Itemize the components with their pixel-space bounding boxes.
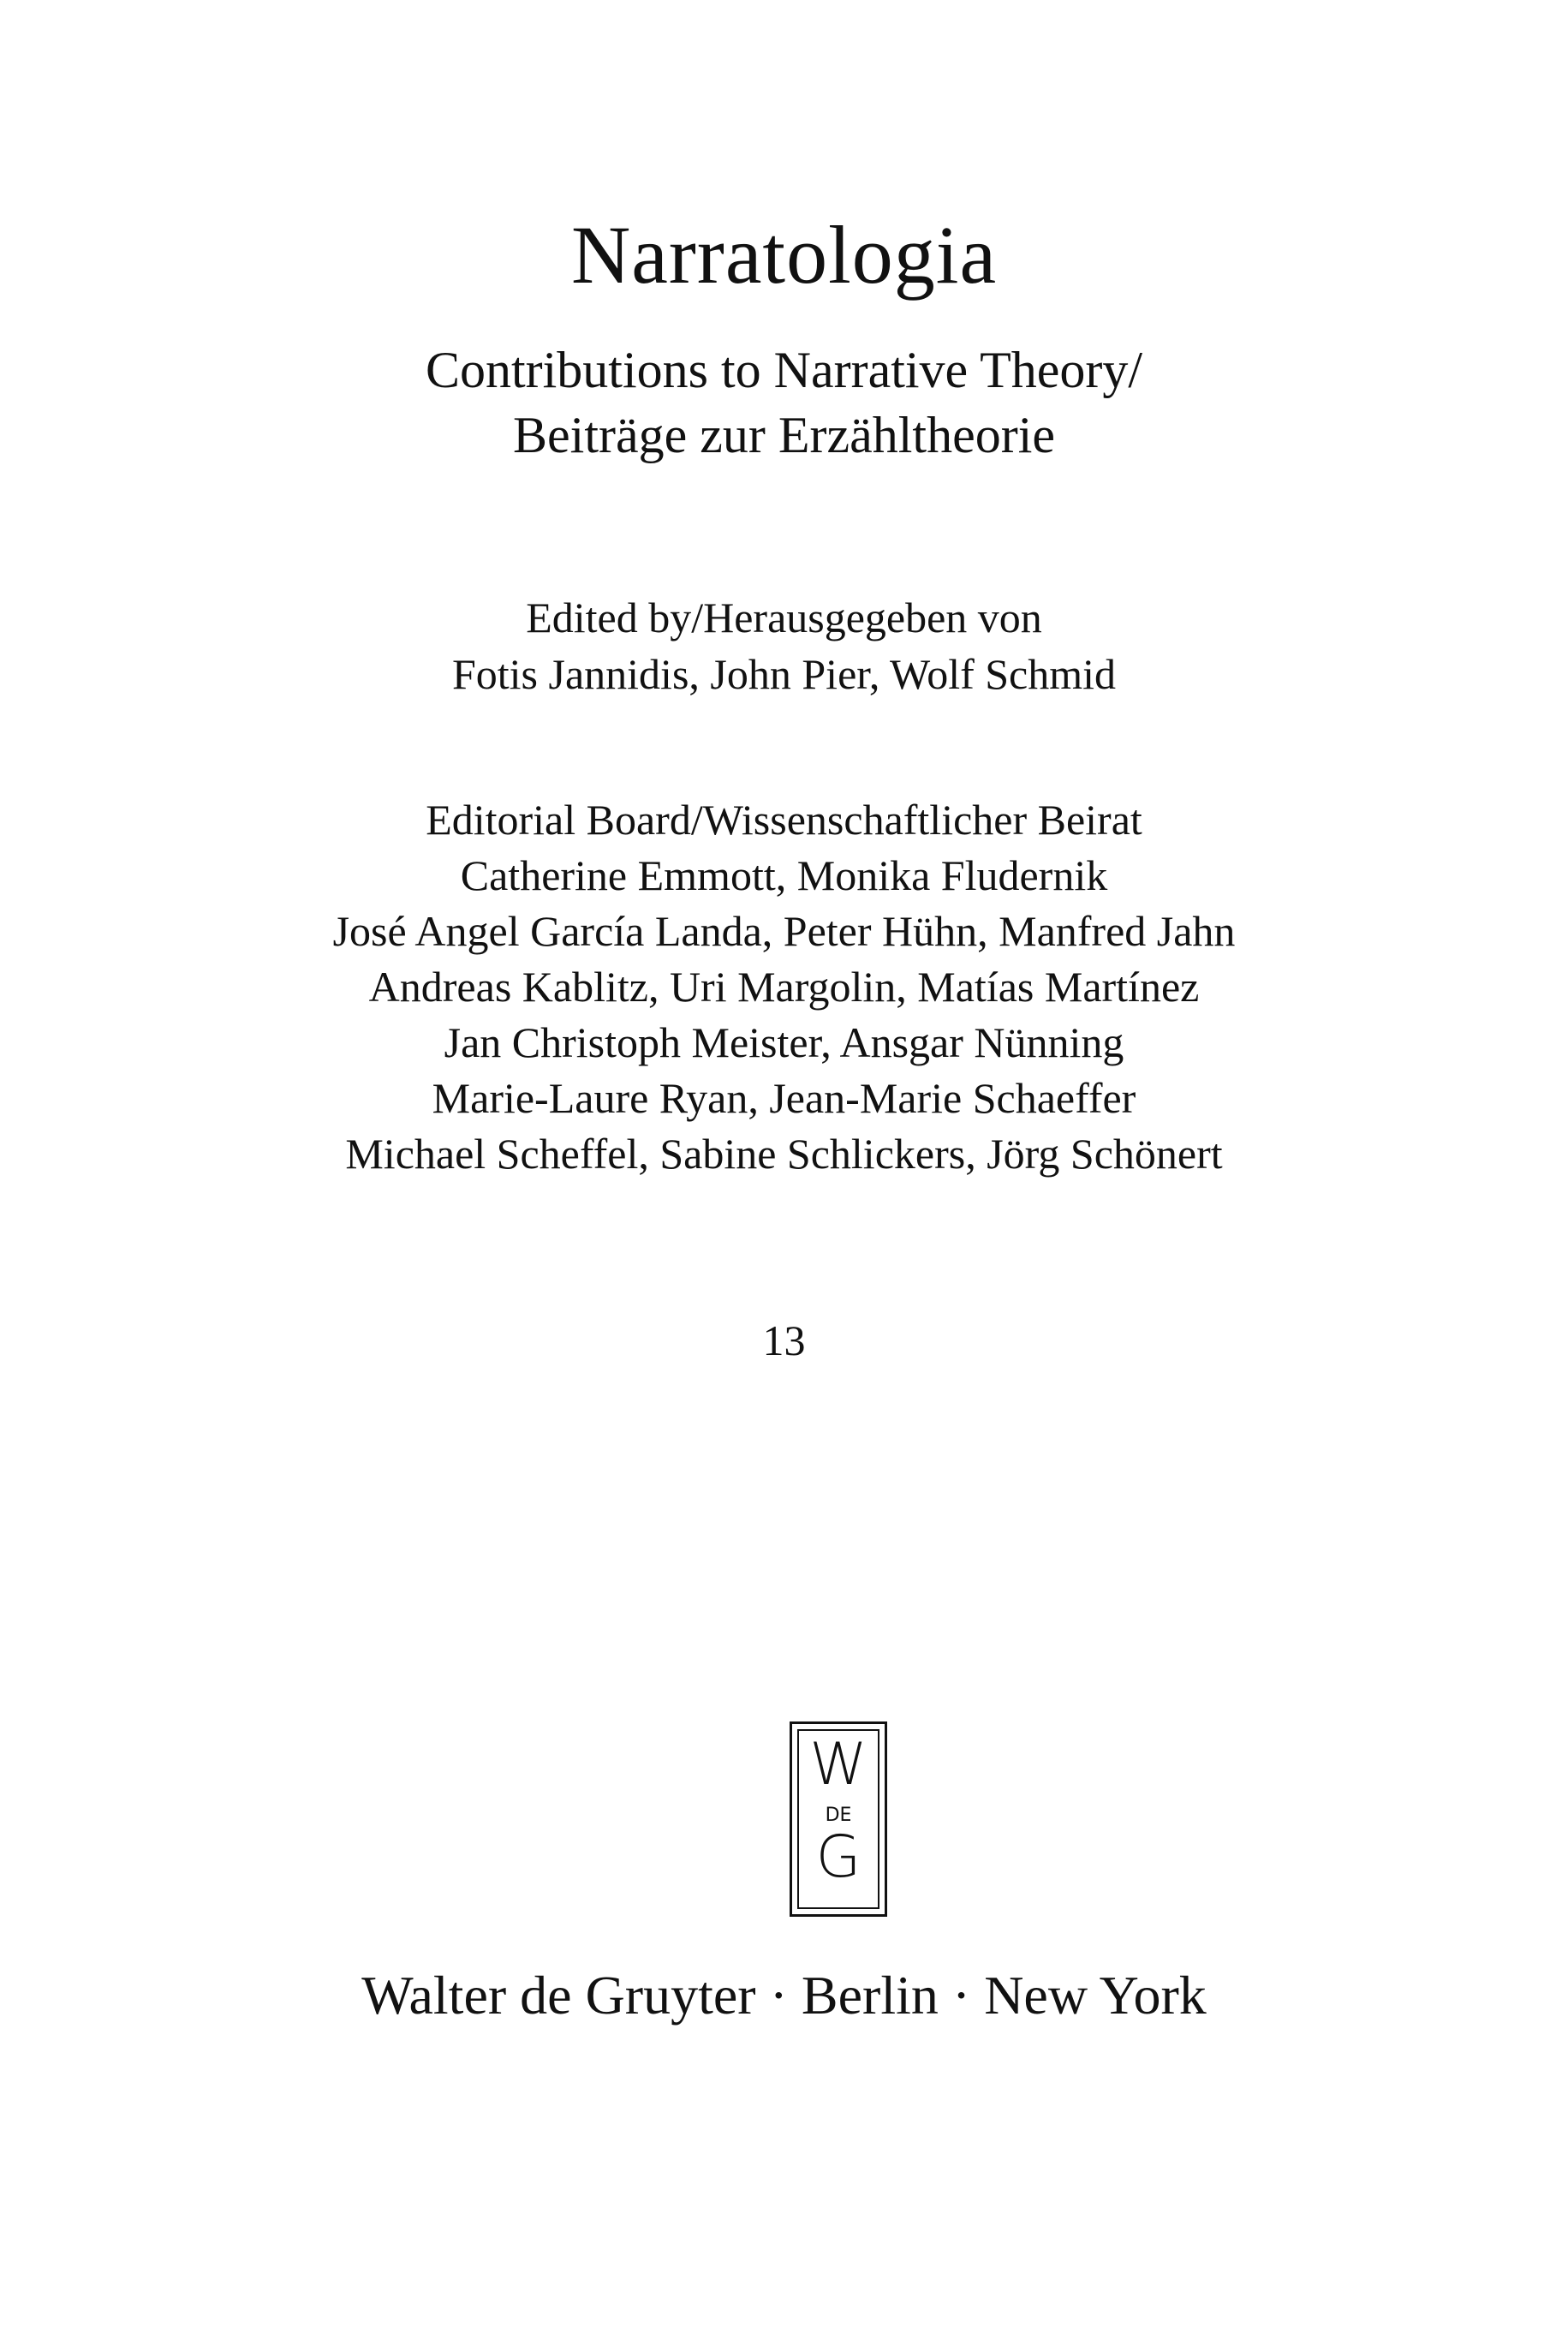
editorial-board-line: Michael Scheffel, Sabine Schlickers, Jörg Schönert [345, 1130, 1223, 1178]
editorial-board-line: Catherine Emmott, Monika Fludernik [460, 851, 1108, 899]
editors-label: Edited by/Herausgegeben von [526, 594, 1042, 641]
logo-letters-de: DE [825, 1805, 852, 1826]
logo-letter-w: W [809, 1731, 867, 1799]
editorial-board-line: José Angel García Landa, Peter Hühn, Manfred Jahn [332, 907, 1236, 955]
editorial-board-label: Editorial Board/Wissenschaftlicher Beirat [426, 796, 1142, 844]
editorial-board-line: Jan Christoph Meister, Ansgar Nünning [444, 1018, 1124, 1066]
volume-number: 13 [762, 1316, 806, 1364]
editorial-board-line: Marie-Laure Ryan, Jean-Marie Schaeffer [432, 1074, 1136, 1122]
publisher-logo [790, 1721, 887, 1917]
editorial-board-line: Andreas Kablitz, Uri Margolin, Matías Martínez [368, 963, 1200, 1011]
editors-names: Fotis Jannidis, John Pier, Wolf Schmid [451, 650, 1117, 698]
series-title: Narratologia [570, 209, 998, 301]
series-subtitle-line-1: Contributions to Narrative Theory/ [425, 342, 1143, 398]
logo-letter-g: G [815, 1823, 862, 1891]
publisher-imprint: Walter de Gruyter · Berlin · New York [361, 1965, 1207, 2026]
publisher-logo-frame [797, 1729, 879, 1909]
series-subtitle-line-2: Beiträge zur Erzähltheorie [513, 407, 1055, 463]
